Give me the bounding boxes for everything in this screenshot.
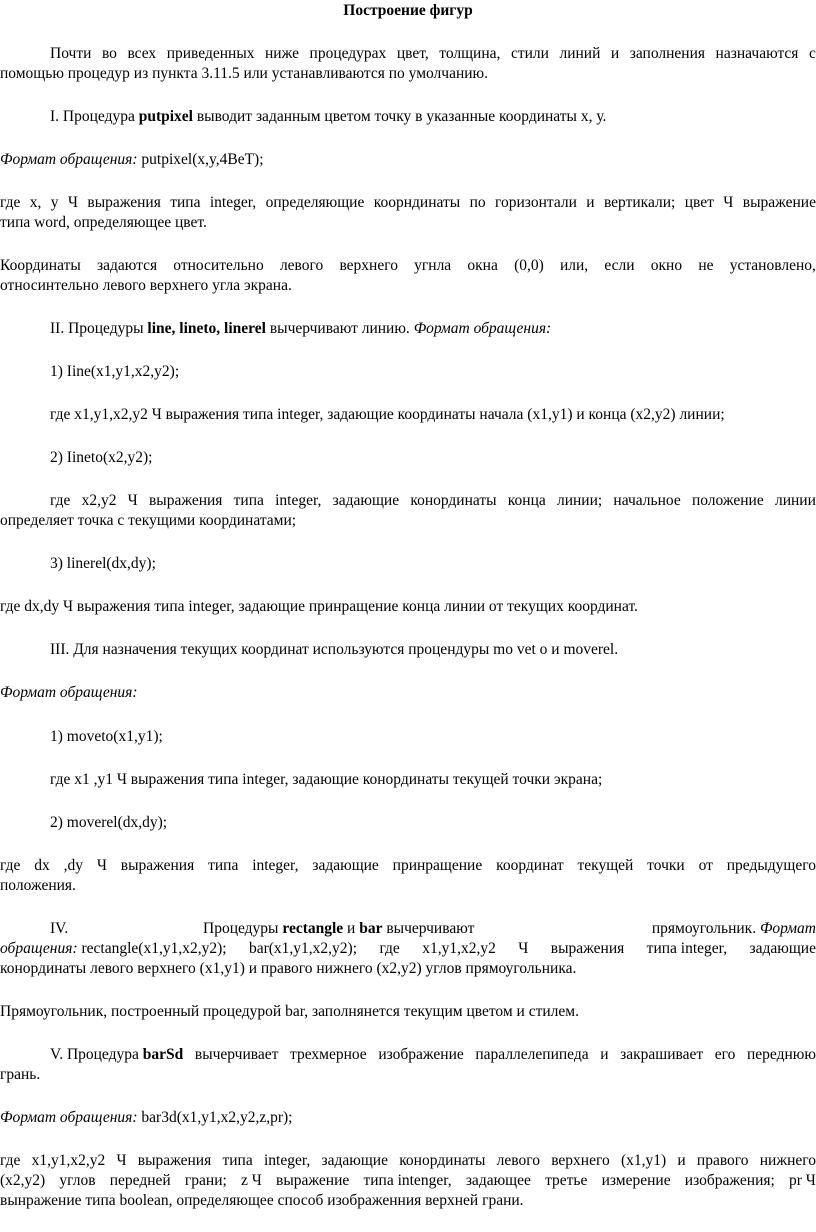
word: Ч [518, 940, 529, 957]
section-5-line-1 [50, 1045, 816, 1065]
word: толщина, [439, 45, 501, 62]
word: типа integer, [646, 940, 728, 957]
word: коорндинаты [373, 194, 461, 211]
word: изображение [378, 1046, 464, 1063]
word: задающие [321, 1152, 388, 1169]
word: x2,y2 [81, 492, 117, 509]
word: или, [559, 257, 589, 274]
section-1-prefix: I. Процедура [50, 108, 139, 125]
section-2-item-1: 1) Iine(x1,y1,x2,y2); [50, 363, 180, 380]
section-3-item-1-desc: где x1 ,y1 Ч выражения типа integer, задающие конординаты текущей точки экрана; [50, 771, 603, 788]
intro-line-1 [50, 44, 816, 64]
word: передней [109, 1172, 171, 1189]
section-1-format [0, 150, 816, 170]
section-1-suffix: выводит заданным цветом точку в указанные координаты х, у. [192, 108, 607, 125]
section-2-item-3: 3) linerel(dx,dy); [50, 555, 156, 572]
word: приведенных [166, 45, 255, 62]
word: типа intenger, [363, 1172, 452, 1189]
word: относительно [173, 257, 264, 274]
word: у [50, 194, 59, 211]
word: вычерчивает [194, 1046, 279, 1063]
word: линии; [556, 492, 603, 509]
word: предыдущего [726, 857, 816, 874]
format-label: Формат обращения: [413, 320, 552, 337]
page-title: Построение фигур [343, 2, 473, 19]
section-3-item-2-desc-line-2: положения. [0, 877, 76, 894]
word: третье [545, 1172, 588, 1189]
section-2-suffix: вычерчивают линию. [265, 320, 414, 337]
word: изображения; [684, 1172, 775, 1189]
word: Ч [67, 194, 78, 211]
word: типа [170, 194, 201, 211]
word: точки [647, 857, 685, 874]
section-4-bar: bar [359, 920, 383, 937]
section-4-line-2 [0, 939, 816, 959]
word: параллелепипеда [475, 1046, 589, 1063]
intro-line-2: помощью процедур из пункта 3.11.5 или устанавливаются по умолчанию. [0, 65, 489, 82]
section-5-format [0, 1108, 816, 1128]
word: верхнего [339, 257, 398, 274]
section-3-item-2: 2) moverel(dx,dy); [50, 814, 168, 831]
section-4-rectangle: rectangle [282, 920, 344, 937]
word: окна [467, 257, 498, 274]
word: назначаются [715, 45, 799, 62]
section-4-proc-word: Процедуры [203, 920, 279, 937]
section-4-format-word: Формат [759, 920, 816, 937]
word: типа [208, 857, 239, 874]
word: цвет [684, 194, 714, 211]
word: принращение [392, 857, 483, 874]
word: если [604, 257, 635, 274]
word: Ч [723, 194, 734, 211]
word: конординаты [410, 492, 497, 509]
word: конординаты [399, 1152, 486, 1169]
word: выражение [276, 1172, 350, 1189]
section-2-item-2-desc-line-2: определяет точка с текущими координатами; [0, 512, 297, 529]
word: с [808, 45, 816, 62]
word: левого [496, 1152, 540, 1169]
section-2-item-2: 2) Iineto(x2,y2); [50, 449, 153, 466]
section-3-item-2-desc-line-1 [0, 856, 816, 876]
word: где [379, 940, 400, 957]
format-label: Формат обращения: [0, 684, 138, 701]
word: Ч [127, 492, 138, 509]
word: задаются [96, 257, 158, 274]
section-1-proc: putpixel [138, 108, 193, 125]
section-2-heading [50, 319, 816, 339]
word: от [698, 857, 713, 874]
word: текущей [577, 857, 634, 874]
section-3-item-1: 1) moveto(x1,y1); [50, 728, 163, 745]
word: Координаты [0, 257, 81, 274]
word: начальное [613, 492, 681, 509]
section-5-proc: barSd [142, 1046, 184, 1063]
section-5-desc-line-3: вынражение типа boolean, определяющее способ изображенния верхней грани. [0, 1192, 524, 1209]
word: определяющие [265, 194, 365, 211]
section-1-desc-line-1 [0, 193, 816, 213]
word: углов [59, 1172, 96, 1189]
format-label: Формат обращения: [0, 1109, 138, 1126]
word: integer, [263, 1152, 311, 1169]
section-5-desc-line-2 [0, 1171, 816, 1191]
section-4-line-3: конординаты левого верхнего (x1,y1) и правого нижнего (x2,y2) углов прямоугольника. [0, 960, 577, 977]
word: заполнения [629, 45, 706, 62]
section-1-coords-line-1 [0, 256, 816, 276]
word: процедурах [309, 45, 387, 62]
section-4-procs [203, 919, 474, 939]
word: (x2,y2) [0, 1172, 46, 1189]
word: pr Ч [789, 1172, 816, 1189]
word: измерение [601, 1172, 671, 1189]
word: ,dy [63, 857, 83, 874]
word: выражения [137, 1152, 212, 1169]
word: задающие [332, 492, 400, 509]
section-1-coords-line-2: относинтельно левого верхнего угла экрана. [0, 277, 292, 294]
word: и [677, 1152, 686, 1169]
section-4-noun: прямоугольник. [651, 920, 757, 937]
section-5-prefix: V. Процедура [50, 1046, 143, 1063]
word: Ч [96, 857, 107, 874]
word: во [101, 45, 117, 62]
section-5-line-2: грань. [0, 1066, 41, 1083]
word: integer, [252, 857, 299, 874]
section-2-prefix: II. Процедуры [50, 320, 148, 337]
format-call: bar3d(x1,y1,x2,y2,z,pr); [137, 1109, 293, 1126]
section-1-heading [50, 107, 816, 127]
section-1-desc-line-2: типа word, определяющее цвет. [0, 214, 207, 231]
word: типа [222, 1152, 253, 1169]
word: его [714, 1046, 736, 1063]
section-2-item-3-desc: где dx,dy Ч выражения типа integer, задающие принращение конца линии от текущих координат. [0, 598, 638, 615]
word: bar(x1,y1,x2,y2); [248, 940, 358, 957]
section-2-item-1-desc: где x1,y1,x2,y2 Ч выражения типа integer, задающие координаты начала (x1,y1) и конца (x2,y2) линии; [50, 406, 725, 423]
section-4-note: Прямоугольник, построенный процедурой bar, заполнянется текущим цветом и стилем. [0, 1003, 579, 1020]
section-2-procs: line, lineto, linerel [147, 320, 266, 337]
word: выражение [742, 194, 816, 211]
format-call: putpixel(x,y,4BeT); [137, 151, 264, 168]
word: x1,y1,x2,y2 [31, 1152, 106, 1169]
word: всех [127, 45, 157, 62]
word: окно [650, 257, 683, 274]
section-5-desc-line-1 [0, 1151, 816, 1171]
word: где [0, 857, 21, 874]
word: ниже [265, 45, 299, 62]
word: конца [507, 492, 546, 509]
word: вертикали; [603, 194, 676, 211]
word: угнла [414, 257, 452, 274]
section-5-lead [50, 1045, 183, 1065]
section-2-item-2-desc-line-1 [50, 491, 816, 511]
word: где [0, 194, 21, 211]
section-4-tail [652, 919, 816, 939]
format-label: Формат обращения: [0, 151, 138, 168]
word: и [610, 45, 620, 62]
word: обращения: rectangle(x1,y1,x2,y2); [0, 940, 227, 957]
word: (0,0) [514, 257, 544, 274]
word: грани; [184, 1172, 227, 1189]
word: цвет, [396, 45, 429, 62]
word: верхнего [551, 1152, 610, 1169]
word: линий [559, 45, 601, 62]
word: левого [279, 257, 324, 274]
section-3-format-label [0, 683, 816, 703]
word: x1,y1,x2,y2 [422, 940, 496, 957]
word: правого [696, 1152, 749, 1169]
word: закрашивает [620, 1046, 704, 1063]
section-4-verb: вычерчивают [386, 920, 475, 937]
word: integer, [275, 492, 322, 509]
word: Почти [50, 45, 92, 62]
word: по [469, 194, 486, 211]
word: и [586, 194, 595, 211]
word: Ч [116, 1152, 127, 1169]
section-3-heading: III. Для назначения текущих координат используются процендуры mo vet о и moverel. [50, 641, 619, 658]
word: линии [774, 492, 816, 509]
word: задающие [312, 857, 379, 874]
word: (x1,y1) [620, 1152, 667, 1169]
word: задающие [749, 940, 816, 957]
word: z Ч [241, 1172, 262, 1189]
word: выражения [87, 194, 161, 211]
word: нижнего [759, 1152, 816, 1169]
word: integer, [209, 194, 257, 211]
word: не [698, 257, 714, 274]
word: координат [496, 857, 564, 874]
word: выражения [120, 857, 195, 874]
word: переднюю [747, 1046, 816, 1063]
word: где [50, 492, 71, 509]
word: dx [34, 857, 50, 874]
word: установлено, [729, 257, 816, 274]
word: трехмерное [290, 1046, 367, 1063]
section-4-num: IV. [50, 920, 69, 937]
word: стили [510, 45, 549, 62]
section-4-and: и [347, 920, 356, 937]
word: выражения [148, 492, 223, 509]
word: выражения [550, 940, 625, 957]
word: х, [29, 194, 42, 211]
word: типа [233, 492, 264, 509]
word: положение [691, 492, 764, 509]
word: и [600, 1046, 609, 1063]
word: задающее [465, 1172, 531, 1189]
word: горизонтали [495, 194, 577, 211]
word: где [0, 1152, 21, 1169]
